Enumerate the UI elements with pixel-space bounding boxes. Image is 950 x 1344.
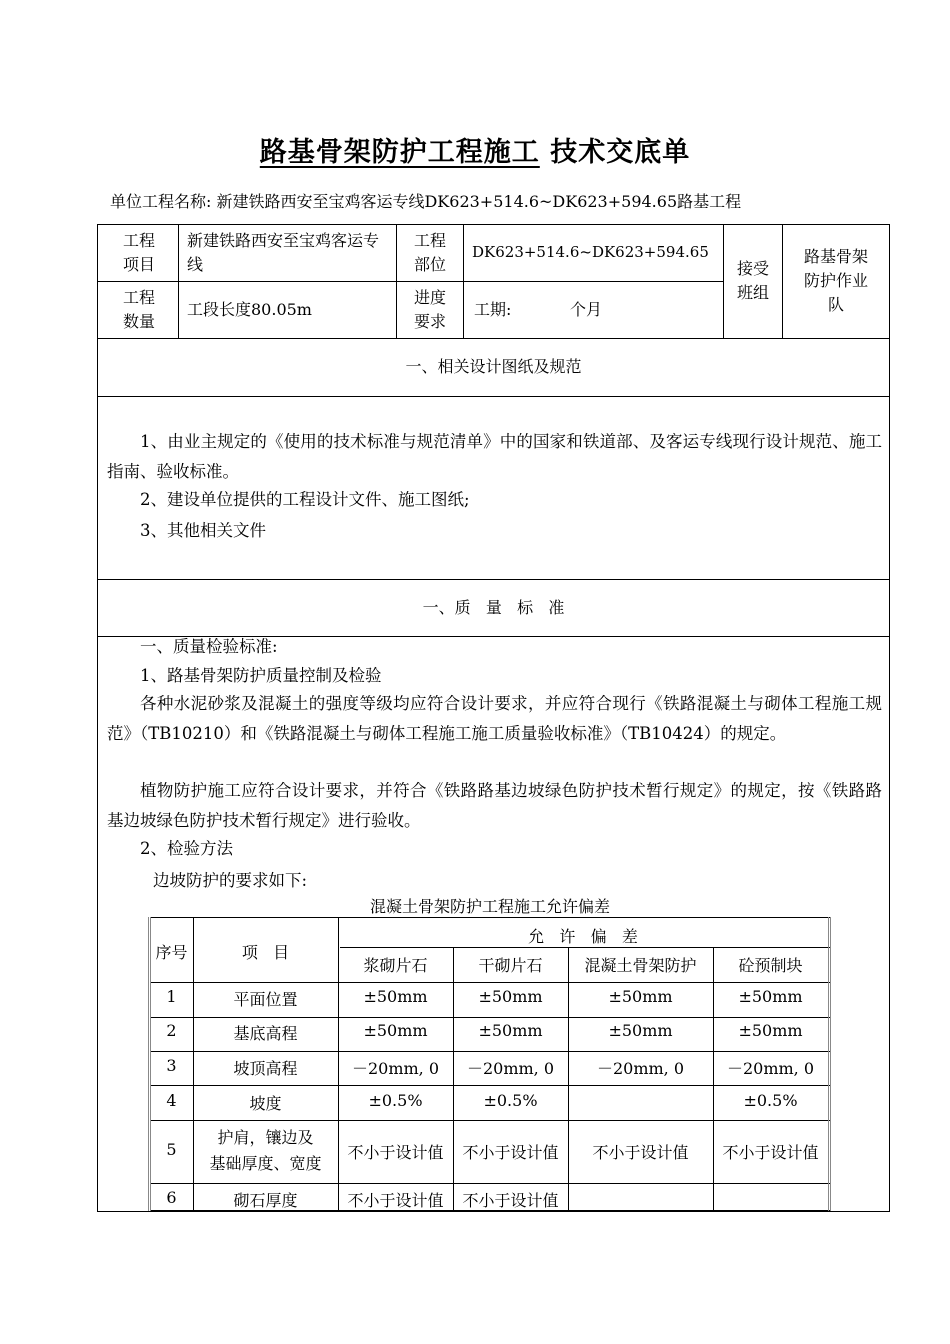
table-row-item: 坡顶高程 [233,1059,298,1078]
table-cell: 不小于设计值 [347,1191,444,1210]
table-cell: ±50mm [608,987,673,1006]
quality-standard-heading: 一、质量检验标准: [140,637,278,656]
table-row-no: 6 [166,1188,177,1207]
table-cell: ±0.5% [743,1091,798,1110]
table-cell: －20mm, 0 [726,1059,815,1078]
receive-value: 路基骨架 防护作业 队 [803,247,868,314]
page-title [0,130,950,169]
table-row-item: 基底高程 [233,1024,298,1043]
header-row-divider [97,281,723,282]
table-border [150,1017,830,1018]
period-unit: 个月 [570,300,603,319]
project-label: 工程 项目 [122,231,155,274]
header-bottom-line [97,338,890,339]
quality-paragraph: 各种水泥砂浆及混凝土的强度等级均应符合设计要求，并应符合现行《铁路混凝土与砌体工程施工规范》（TB10210）和《铁路混凝土与砌体工程施工施工质量验收标准》（TB10424）的规定。 [107,694,882,743]
table-header-item: 项 目 [241,943,290,962]
table-cell: ±0.5% [483,1091,538,1110]
table-row-item: 坡度 [249,1094,282,1113]
col-divider [178,224,179,338]
table-row-no: 4 [166,1091,177,1110]
table-row-item: 护肩，镶边及 基础厚度、宽度 [209,1128,322,1173]
table-cell: 不小于设计值 [592,1143,689,1162]
unit-project-name: 单位工程名称: 新建铁路西安至宝鸡客运专线DK623+514.6~DK623+594.65路基工程 [110,192,742,211]
location-value: DK623+514.6~DK623+594.65 [472,243,709,261]
table-cell: ±0.5% [368,1091,423,1110]
table-cell: ±50mm [608,1021,673,1040]
table-row-no: 2 [166,1021,177,1040]
section1-heading: 一、相关设计图纸及规范 [405,357,582,376]
table-border [828,917,831,1211]
table-row-no: 1 [166,987,177,1006]
table-cell: 不小于设计值 [462,1191,559,1210]
table-border [150,1120,830,1121]
quantity-label: 工程 数量 [122,288,155,331]
table-border [340,947,830,948]
table-cell: ±50mm [363,987,428,1006]
table-col-header: 干砌片石 [478,956,543,975]
table-border [150,1183,830,1184]
col-divider [463,224,464,338]
table-row-no: 5 [166,1140,177,1159]
progress-label: 进度 要求 [413,288,446,331]
table-header-no: 序号 [155,943,188,962]
section-divider [97,396,890,397]
title-suffix: 技术交底单 [550,137,691,168]
table-cell: 不小于设计值 [722,1143,819,1162]
section2-heading: 一、质 量 标 准 [422,598,565,617]
table-row-no: 3 [166,1056,177,1075]
table-border [150,1085,830,1086]
table-cell: ±50mm [478,1021,543,1040]
col-divider [782,224,783,338]
table-col-header: 混凝土骨架防护 [584,956,697,975]
table-cell: ±50mm [478,987,543,1006]
table-border [150,917,830,918]
table-row-item: 砌石厚度 [233,1191,298,1210]
section1-paragraph: 3、其他相关文件 [140,521,266,540]
period-label: 工期: [474,300,512,319]
table-col-header: 砼预制块 [738,956,803,975]
location-label: 工程 部位 [413,231,446,274]
table-header-tolerance: 允 许 偏 差 [528,927,638,946]
table-col-header: 浆砌片石 [363,956,428,975]
quality-control-heading: 1、路基骨架防护质量控制及检验 [140,666,382,685]
table-cell: ±50mm [738,1021,803,1040]
table-border [150,982,830,983]
table-row-item: 平面位置 [233,990,298,1009]
slope-requirement-note: 边坡防护的要求如下: [153,871,308,890]
section1-paragraph: 2、建设单位提供的工程设计文件、施工图纸; [140,490,470,509]
project-value: 新建铁路西安至宝鸡客运专线 [187,231,380,274]
inspection-method-heading: 2、检验方法 [140,839,233,858]
table-cell: ±50mm [363,1021,428,1040]
table-cell: －20mm, 0 [351,1059,440,1078]
table-caption: 混凝土骨架防护工程施工允许偏差 [369,897,610,916]
table-border [150,1051,830,1052]
receive-label: 接受 班组 [736,259,769,302]
quantity-value: 工段长度80.05m [187,300,312,319]
quality-paragraph: 植物防护施工应符合设计要求，并符合《铁路路基边坡绿色防护技术暂行规定》的规定，按《铁路路基边坡绿色防护技术暂行规定》进行验收。 [107,781,882,830]
table-cell: 不小于设计值 [462,1143,559,1162]
section1-paragraph: 1、由业主规定的《使用的技术标准与规范清单》中的国家和铁道部、及客运专线现行设计规范、施工指南、验收标准。 [107,432,882,481]
section-divider [97,579,890,580]
table-cell: －20mm, 0 [596,1059,685,1078]
table-cell: －20mm, 0 [466,1059,555,1078]
table-cell: ±50mm [738,987,803,1006]
title-main: 路基骨架防护工程施工 [259,137,540,168]
table-cell: 不小于设计值 [347,1143,444,1162]
